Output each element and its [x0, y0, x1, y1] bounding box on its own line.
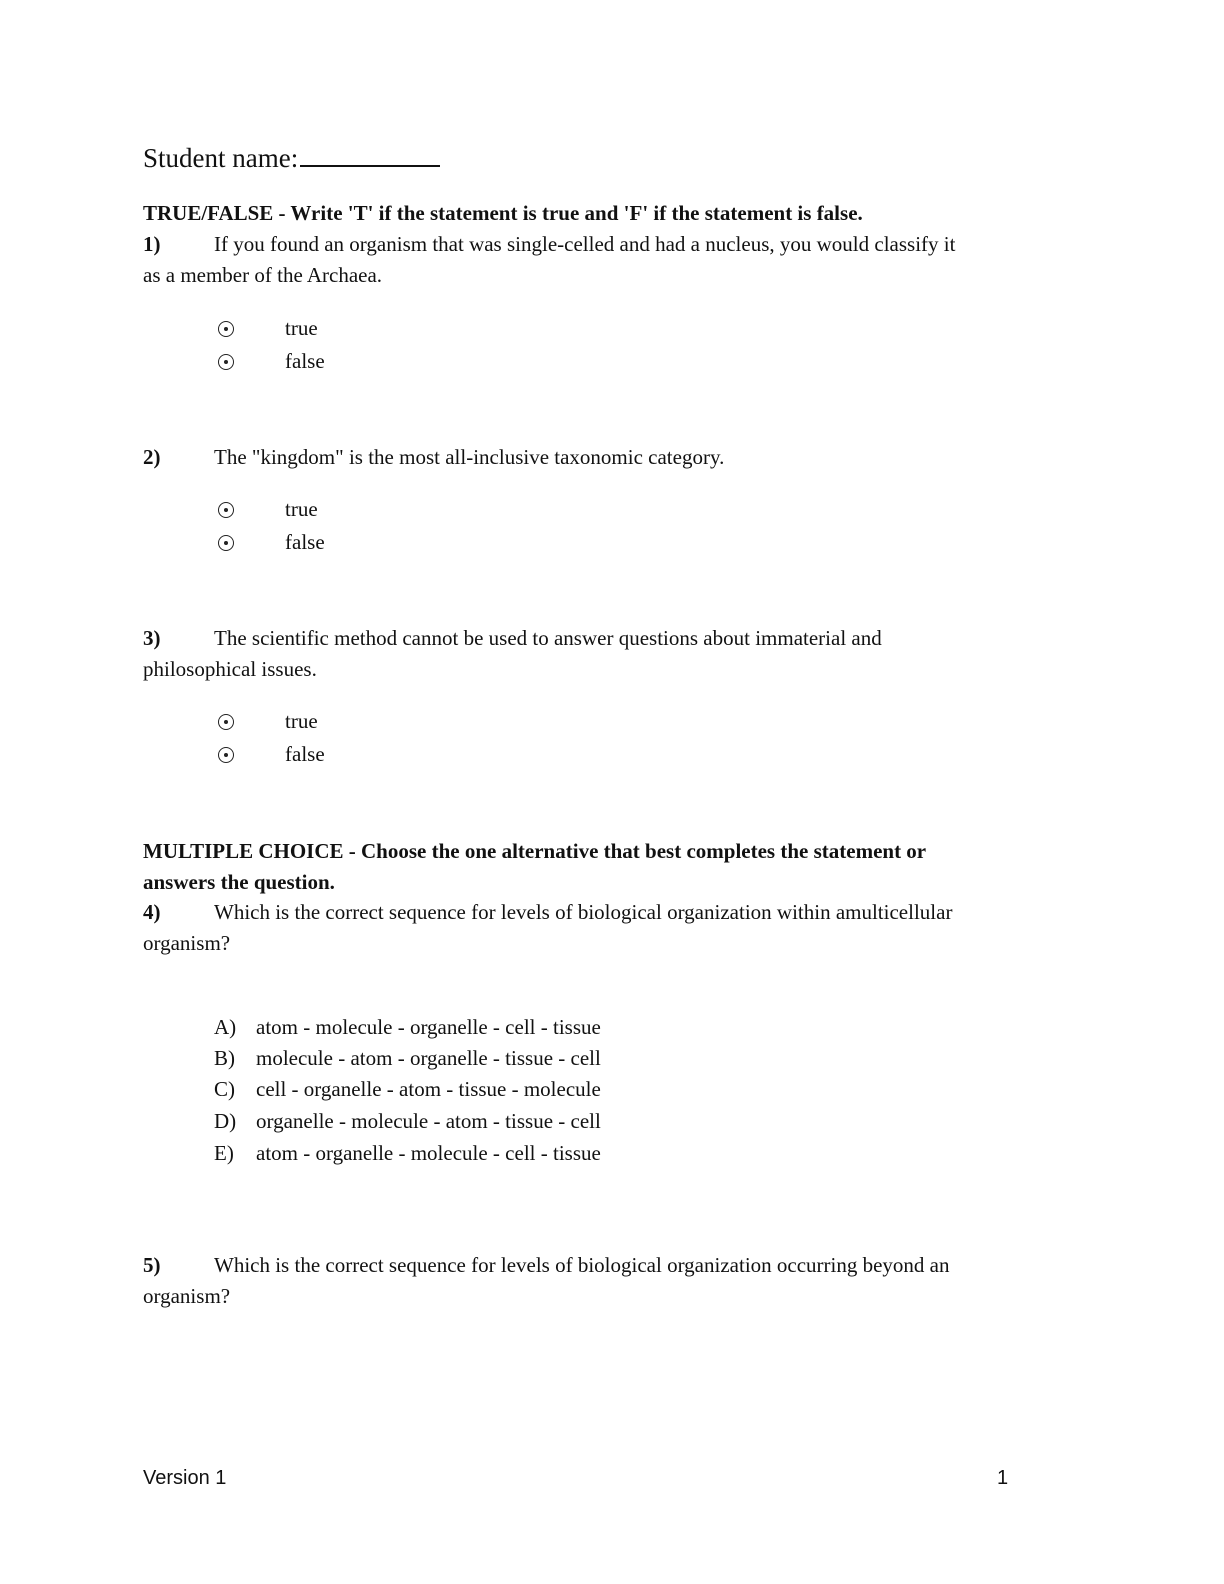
- q4-choice-letter: A): [214, 1015, 237, 1039]
- multiple-choice-heading: MULTIPLE CHOICE - Choose the one alternative that best completes the statement or: [143, 839, 927, 863]
- q4-choice-letter: E): [214, 1141, 234, 1165]
- q4-choice-letter: B): [214, 1046, 235, 1070]
- radio-icon[interactable]: [218, 714, 234, 730]
- multiple-choice-heading-cont: answers the question.: [143, 870, 335, 894]
- true-false-heading: TRUE/FALSE - Write 'T' if the statement is true and 'F' if the statement is false.: [143, 201, 863, 225]
- question-2-text: The "kingdom" is the most all-inclusive taxonomic category.: [214, 445, 725, 469]
- q3-option-false: false: [285, 742, 325, 766]
- q4-choice-text[interactable]: cell - organelle - atom - tissue - molecule: [256, 1077, 601, 1101]
- student-name-label: Student name:: [143, 143, 299, 173]
- radio-icon[interactable]: [218, 502, 234, 518]
- question-5-text-cont: organism?: [143, 1284, 231, 1308]
- q4-choice-letter: D): [214, 1109, 237, 1133]
- radio-icon[interactable]: [218, 321, 234, 337]
- question-3-text-cont: philosophical issues.: [143, 657, 317, 681]
- footer-page-number: 1: [997, 1467, 1009, 1489]
- question-5-text: Which is the correct sequence for levels of biological organization occurring beyond an: [214, 1253, 950, 1277]
- question-1-text-cont: as a member of the Archaea.: [143, 263, 383, 287]
- question-1-text: If you found an organism that was single-celled and had a nucleus, you would classify it: [214, 232, 956, 256]
- student-name-field: [143, 140, 440, 176]
- radio-icon[interactable]: [218, 535, 234, 551]
- q4-choice-letter: C): [214, 1077, 235, 1101]
- q2-option-false: false: [285, 530, 325, 554]
- footer-version: Version 1: [143, 1467, 227, 1489]
- question-4-text: Which is the correct sequence for levels of biological organization within amulticellular: [214, 900, 953, 924]
- q4-choice-text[interactable]: atom - molecule - organelle - cell - tissue: [256, 1015, 601, 1039]
- q4-choice-text[interactable]: organelle - molecule - atom - tissue - cell: [256, 1109, 601, 1133]
- question-3-text: The scientific method cannot be used to answer questions about immaterial and: [214, 626, 882, 650]
- radio-icon[interactable]: [218, 747, 234, 763]
- q1-option-true: true: [285, 316, 318, 340]
- question-3-number: 3): [143, 626, 161, 650]
- question-1-number: 1): [143, 232, 161, 256]
- question-5-number: 5): [143, 1253, 161, 1277]
- q1-option-false: false: [285, 349, 325, 373]
- q3-option-true: true: [285, 709, 318, 733]
- student-name-blank[interactable]: [300, 141, 440, 167]
- question-4-text-cont: organism?: [143, 931, 231, 955]
- question-2-number: 2): [143, 445, 161, 469]
- q4-choice-text[interactable]: molecule - atom - organelle - tissue - cell: [256, 1046, 601, 1070]
- question-4-number: 4): [143, 900, 161, 924]
- q4-choice-text[interactable]: atom - organelle - molecule - cell - tissue: [256, 1141, 601, 1165]
- radio-icon[interactable]: [218, 354, 234, 370]
- q2-option-true: true: [285, 497, 318, 521]
